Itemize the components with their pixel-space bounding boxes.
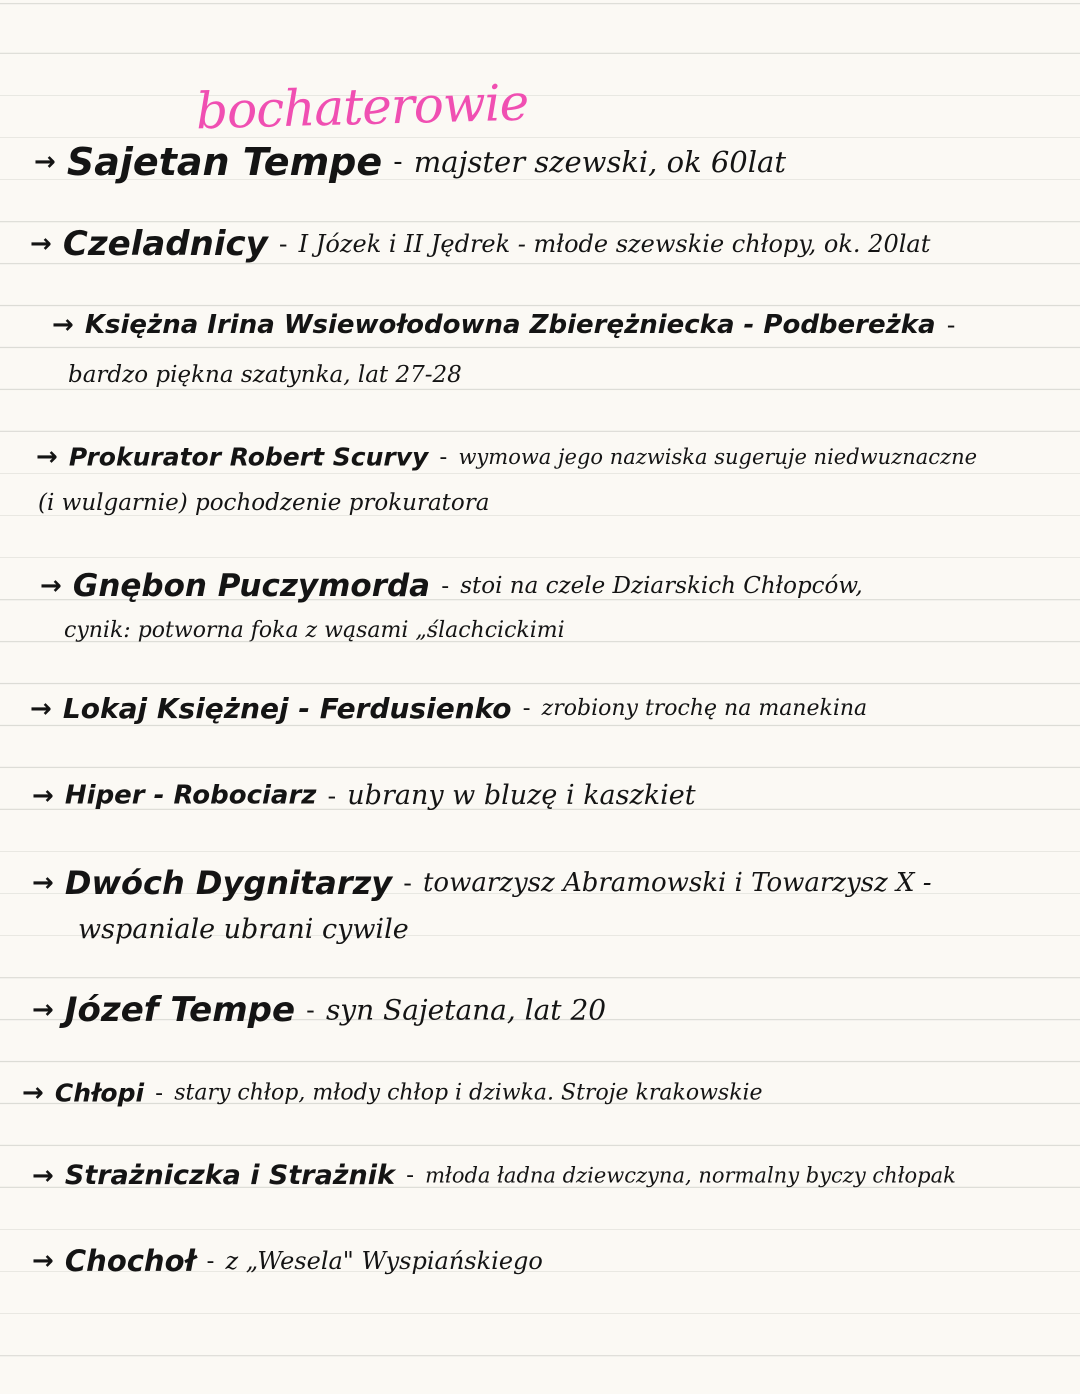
arrow-icon: → <box>30 693 52 724</box>
list-item <box>32 864 932 902</box>
arrow-icon: → <box>52 310 74 340</box>
separator: - <box>206 1248 215 1274</box>
character-description: (i wulgarnie) pochodzenie prokuratora <box>38 490 490 516</box>
character-name: Gnębon Puczymorda <box>72 568 431 604</box>
list-item <box>32 1160 956 1191</box>
character-description: młoda ładna dziewczyna, normalny byczy chłopak <box>425 1163 956 1188</box>
character-name: Prokurator Robert Scurvy <box>68 442 429 472</box>
character-name: Hiper - Robociarz <box>64 780 317 811</box>
separator: - <box>155 1080 164 1106</box>
character-name: Chochoł <box>64 1244 196 1278</box>
separator: - <box>946 311 956 339</box>
separator: - <box>403 869 412 897</box>
character-name: Księżna Irina Wsiewołodowna Zbierężniecka - Podbereżka <box>84 310 936 340</box>
character-name: Strażniczka i Strażnik <box>64 1160 395 1191</box>
arrow-icon: → <box>36 442 58 472</box>
character-description: cynik: potworna foka z wąsami „ślachcickimi <box>64 618 565 643</box>
separator: - <box>393 147 403 177</box>
separator: - <box>306 996 315 1024</box>
arrow-icon: → <box>22 1078 44 1108</box>
arrow-icon: → <box>32 1160 54 1191</box>
list-item <box>30 224 930 264</box>
character-description: bardzo piękna szatynka, lat 27-28 <box>68 362 462 388</box>
separator: - <box>522 696 531 721</box>
character-description: stary chłop, młody chłop i dziwka. Stroje krakowskie <box>174 1080 763 1106</box>
list-item <box>30 692 867 725</box>
character-description: zrobiony trochę na manekina <box>541 696 868 721</box>
arrow-icon: → <box>32 1246 54 1276</box>
list-item <box>22 1078 763 1108</box>
character-name: Sajetan Tempe <box>66 140 383 184</box>
character-description: majster szewski, ok 60lat <box>413 145 786 179</box>
separator: - <box>327 781 337 810</box>
character-description: z „Wesela" Wyspiańskiego <box>225 1247 543 1275</box>
character-description: syn Sajetana, lat 20 <box>325 993 607 1027</box>
list-item <box>40 568 863 604</box>
character-name: Czeladnicy <box>62 224 268 264</box>
character-description: wymowa jego nazwiska sugeruje niedwuznaczne <box>458 445 978 469</box>
list-item <box>34 140 786 184</box>
arrow-icon: → <box>34 147 56 177</box>
arrow-icon: → <box>32 995 54 1025</box>
arrow-icon: → <box>32 780 54 811</box>
page-title: bochaterowie <box>195 73 529 141</box>
character-description: ubrany w bluzę i kaszkiet <box>347 780 696 811</box>
list-item <box>32 780 696 811</box>
character-name: Lokaj Księżnej - Ferdusienko <box>62 692 512 725</box>
arrow-icon: → <box>40 571 62 601</box>
list-item <box>32 1244 543 1278</box>
list-item <box>52 310 961 340</box>
separator: - <box>439 444 448 470</box>
character-description: wspaniale ubrani cywile <box>78 914 409 945</box>
character-description: I Józek i II Jędrek - młode szewskie chłopy, ok. 20lat <box>298 230 931 258</box>
character-name: Dwóch Dygnitarzy <box>64 864 393 902</box>
separator: - <box>278 230 288 258</box>
list-item <box>32 990 606 1030</box>
character-name: Józef Tempe <box>64 990 296 1030</box>
character-description: towarzysz Abramowski i Towarzysz X - <box>422 868 932 898</box>
character-description: stoi na czele Dziarskich Chłopców, <box>460 573 863 599</box>
arrow-icon: → <box>30 229 52 259</box>
arrow-icon: → <box>32 868 54 898</box>
separator: - <box>406 1163 415 1188</box>
separator: - <box>441 573 450 599</box>
list-item <box>36 442 977 472</box>
character-name: Chłopi <box>54 1078 145 1108</box>
